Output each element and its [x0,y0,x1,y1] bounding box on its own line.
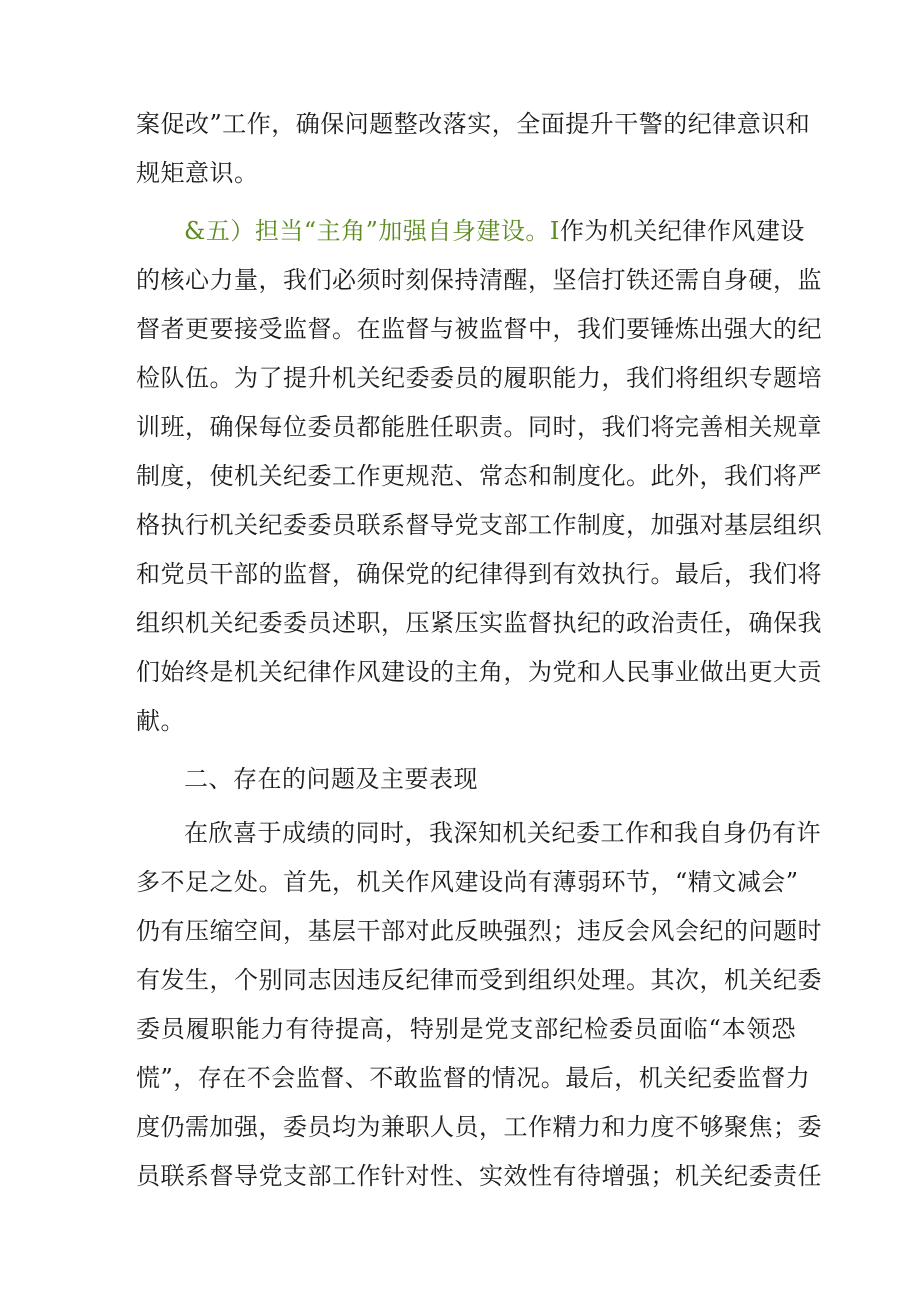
paragraph-line: 慌”，存在不会监督、不敢监督的情况。最后，机关纪委监督力 [136,1064,811,1092]
paragraph-line: 仍有压缩空间，基层干部对此反映强烈；违反会风会纪的问题时 [136,917,822,945]
paragraph-line: 员联系督导党支部工作针对性、实效性有待增强；机关纪委责任 [136,1162,822,1190]
paragraph-line: 度仍需加强，委员均为兼职人员，工作精力和力度不够聚焦；委 [136,1113,822,1141]
paragraph-line: 督者更要接受监督。在监督与被监督中，我们要锤炼出强大的纪 [136,315,822,343]
paragraph-line: 和党员干部的监督，确保党的纪律得到有效执行。最后，我们将 [136,560,822,588]
paragraph-line: 多不足之处。首先，机关作风建设尚有薄弱环节，“精文减会” [136,868,799,896]
paragraph-line: 训班，确保每位委员都能胜任职责。同时，我们将完善相关规章 [136,413,822,441]
section-heading: 二、存在的问题及主要表现 [184,765,478,793]
paragraph-line: 检队伍。为了提升机关纪委委员的履职能力，我们将组织专题培 [136,364,822,392]
paragraph-line: 组织机关纪委委员述职，压紧压实监督执纪的政治责任，确保我 [136,609,822,637]
paragraph-line: 的核心力量，我们必须时刻保持清醒，坚信打铁还需自身硬，监 [136,266,822,294]
paragraph-line: 格执行机关纪委委员联系督导党支部工作制度，加强对基层组织 [136,511,822,539]
paragraph-line: 案促改”工作，确保问题整改落实，全面提升干警的纪律意识和 [136,110,811,138]
section-five-heading: &五）担当“主角”加强自身建设。I [184,217,560,245]
paragraph-line-rest: 作为机关纪律作风建设 [559,217,805,245]
paragraph-line: 献。 [136,707,185,735]
paragraph-line: 规矩意识。 [136,159,259,187]
paragraph-line: 委员履职能力有待提高，特别是党支部纪检委员面临“本领恐 [136,1015,796,1043]
paragraph-line: 制度，使机关纪委工作更规范、常态和制度化。此外，我们将严 [136,462,822,490]
paragraph-line: 有发生，个别同志因违反纪律而受到组织处理。其次，机关纪委 [136,966,822,994]
paragraph-line: 们始终是机关纪律作风建设的主角，为党和人民事业做出更大贡 [136,658,822,686]
section-five-first-line [184,215,805,247]
paragraph-line: 在欣喜于成绩的同时，我深知机关纪委工作和我自身仍有许 [184,819,821,847]
